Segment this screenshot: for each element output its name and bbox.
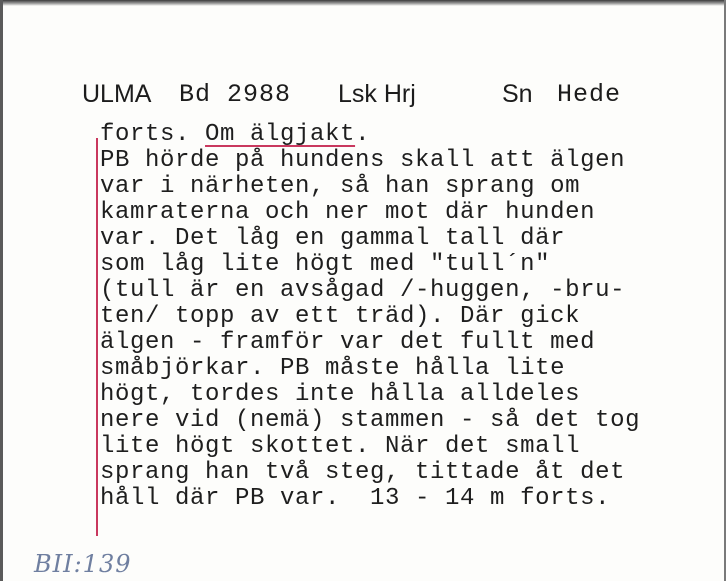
text-line: älgen - framför var det fullt med [100, 329, 596, 356]
text-line: nere vid (nemä) stammen - så det tog [100, 407, 641, 434]
card-top-edge [0, 0, 726, 6]
card-header [82, 80, 682, 116]
text-line: var. Det låg en gammal tall där [100, 225, 566, 252]
text-line-end: . [355, 121, 371, 148]
text-line: (tull är en avsågad /-huggen, -bru- [100, 277, 626, 304]
text-line: var i närheten, så han sprang om [100, 173, 581, 200]
text-line: kamraterna och ner mot där hunden [100, 199, 596, 226]
text-line: PB hörde på hundens skall att älgen [100, 147, 626, 174]
text-line: som låg lite högt med "tull´n" [100, 251, 551, 278]
text-line-start: forts. [100, 121, 206, 148]
text-line: ten/ topp av ett träd). Där gick [100, 303, 581, 330]
text-line [100, 122, 720, 148]
text-line: sprang han två steg, tittade åt det [100, 459, 626, 486]
parish-label: Sn [502, 80, 533, 108]
handwritten-archive-number: BII:139 [34, 550, 132, 578]
text-line: småbjörkar. PB måste hålla lite [100, 355, 566, 382]
topic-heading: Om älgjakt [205, 121, 356, 148]
text-line: högt, tordes inte hålla alldeles [100, 381, 581, 408]
card-body-text [100, 122, 720, 512]
parish-name: Hede [557, 80, 622, 109]
text-line: lite högt skottet. När det small [100, 433, 581, 460]
margin-rule [96, 138, 98, 536]
card-left-edge [0, 0, 3, 581]
volume-number: Bd 2988 [179, 80, 292, 109]
text-line: håll där PB var. 13 - 14 m forts. [100, 485, 611, 512]
parish-region: Lsk Hrj [338, 80, 416, 108]
archive-code: ULMA [82, 80, 152, 108]
